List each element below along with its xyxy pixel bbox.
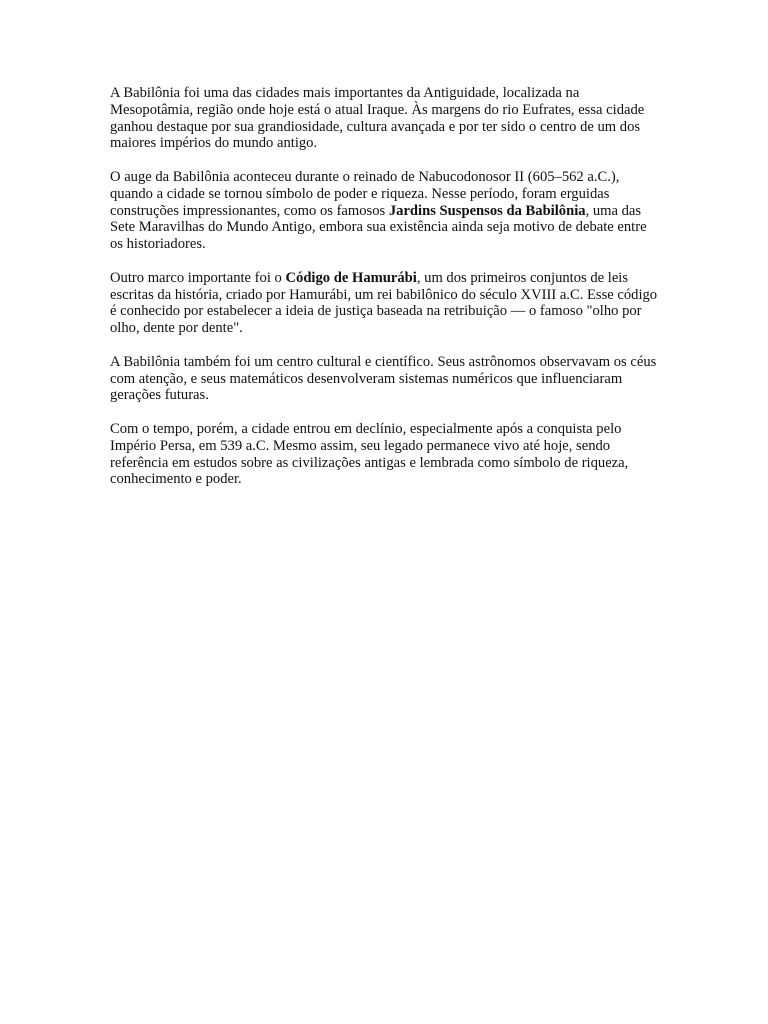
paragraph-declinio <box>110 421 658 488</box>
paragraph-nabucodonosor <box>110 169 658 253</box>
paragraph-text: A Babilônia foi uma das cidades mais importantes da Antiguidade, localizada na Mesopotâmia, região onde hoje está o atual Iraque. Às margens do rio Eufrates, essa cidade ganhou destaque por sua grandiosidade, cultura avançada e por ter sido o centro de um dos maiores impérios do mundo antigo. <box>110 85 645 152</box>
paragraph-text: A Babilônia também foi um centro cultural e científico. Seus astrônomos observavam os céus com atenção, e seus matemáticos desenvolveram sistemas numéricos que influenciaram gerações futuras. <box>110 353 657 404</box>
paragraph-text: Outro marco importante foi o <box>110 269 286 286</box>
paragraph-ciencia <box>110 354 658 404</box>
paragraph-text: Com o tempo, porém, a cidade entrou em declínio, especialmente após a conquista pelo Império Persa, em 539 a.C. Mesmo assim, seu legado permanece vivo até hoje, sendo referência em estudos sobre as civilizações antigas e lembrada como símbolo de riqueza, conhecimento e poder. <box>110 420 629 488</box>
paragraph-intro <box>110 85 658 152</box>
bold-term-codigo: Código de Hamurábi <box>285 269 417 286</box>
paragraph-text: , uma das Sete Maravilhas do Mundo Antigo, embora sua existência ainda seja motivo de debate entre os historiadores. <box>110 202 647 253</box>
document-page <box>110 85 658 505</box>
paragraph-text: O auge da Babilônia aconteceu durante o reinado de Nabucodonosor II (605–562 a.C.), quando a cidade se tornou símbolo de poder e riqueza. Nesse período, foram erguidas construções impressionantes, como os famosos <box>110 168 620 219</box>
bold-term-jardins: Jardins Suspensos da Babilônia <box>388 202 586 219</box>
paragraph-text: , um dos primeiros conjuntos de leis escritas da história, criado por Hamurábi, um rei babilônico do século XVIII a.C. Esse código é conhecido por estabelecer a ideia de justiça baseada na retribuição — o famoso "olho por olho, dente por dente". <box>110 269 658 337</box>
paragraph-hamurabi <box>110 270 658 337</box>
